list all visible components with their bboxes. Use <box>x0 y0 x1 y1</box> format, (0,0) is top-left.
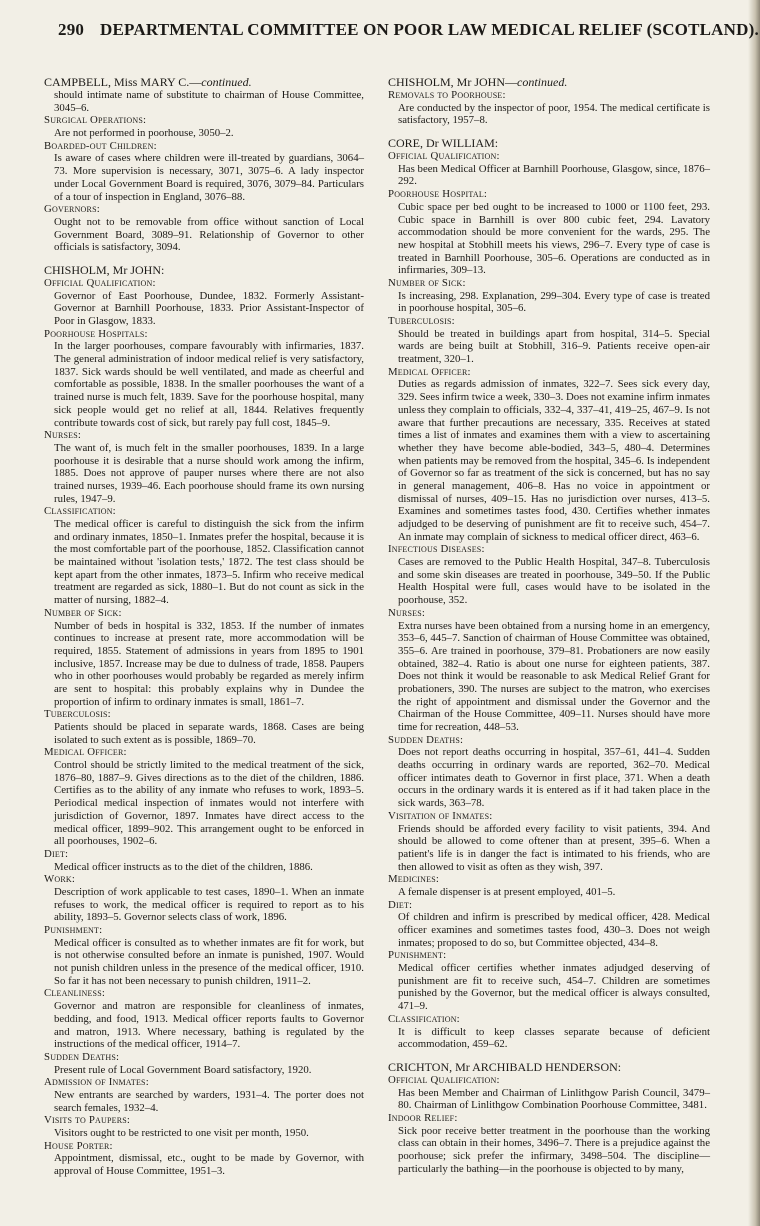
subentry-text: Cases are removed to the Public Health Hospital, 347–8. Tuberculosis and some skin diseases are treated in poorhouse, 349–50. If the Public Health Hospital were full, cases would have to be isolated in the poorhouse, 352. <box>398 556 710 607</box>
subentry-text: Appointment, dismissal, etc., ought to be made by Governor, with approval of House Committee, 1951–3. <box>54 1152 364 1178</box>
subentry-text: In the larger poorhouses, compare favourably with infirmaries, 1837. The general administration of indoor medical relief is very satisfactory, 1837. Sick wards should be well ventilated, and made as cheerful and comfortable as possible, 1838. In the smaller poorhouses the want of a trained nurse is much felt, 1839. Save for the poorhouse hospital, many sick people would get no relief at all, 1844. Relatives frequently contribute towards cost of sick, but rarely pay full cost, 1845–9. <box>54 340 364 429</box>
subentry-text: Medical officer is consulted as to whether inmates are fit for work, but is not otherwise consulted before an inmate is punished, 1907. Would not punish children unless in the presence of the medical officer, 1910. So far it has not been necessary to punish children, 1911–2. <box>54 936 364 987</box>
subentry <box>388 899 710 950</box>
subentry <box>44 924 364 987</box>
subentry-label: Medical Officer: <box>44 746 127 759</box>
subentry-label: Sudden Deaths: <box>44 1050 120 1063</box>
subentry-label: Number of Sick: <box>388 276 466 289</box>
subentry-label: Punishment: <box>44 924 103 936</box>
subentry-text: A female dispenser is at present employed, 401–5. <box>398 885 616 898</box>
subentry-label: House Porter: <box>44 1139 113 1152</box>
page-header <box>58 20 759 40</box>
subentry-text: It is difficult to keep classes separate because of deficient accommodation, 459–62. <box>398 1025 710 1051</box>
subentry-label: Official Qualification: <box>44 276 156 289</box>
entry-heading <box>388 75 710 89</box>
subentry <box>44 328 364 430</box>
subentry-text: Duties as regards admission of inmates, 322–7. Sees sick every day, 329. Sees infirm twice a week, 330–3. Does not examine infirm inmates unless they complain to officials, 332–4, 337–41, 419–25, 467–9. Is not aware that further precautions are necessary, 335. Receives at stated times a list of inmates and examines them with a view to ascertaining whether they have become able-bodied, 343–5, 480–4. Determines when patients may be removed from the hospital, 345–6. Is independent of Governor so far as treatment of the sick is concerned, but has no say in general management, 406–8. Has no voice in appointment or dismissal of nurses, 409–15. Has no jurisdiction over nurses, 413–5. Examines and sometimes tastes food, 430. Certifies whether inmates adjudged to be deserving of punishment are fit to receive such, 454–7. An inmate may complain of sickness to medical officer direct, 463–6. <box>398 378 710 543</box>
subentry-text: Has been Medical Officer at Barnhill Poorhouse, Glasgow, since, 1876–292. <box>398 162 710 188</box>
subentry <box>44 1076 364 1114</box>
subentry-text: Sick poor receive better treatment in the poorhouse than the working class can obtain in their homes, 3496–7. There is a prejudice against the poorhouse; sick prefer the infirmary, 3498–504. The discipline—particularly the bathing—in the poorhouse is objected to by many, <box>398 1124 710 1175</box>
subentry <box>388 1112 710 1175</box>
subentry-label: Tuberculosis: <box>44 708 111 721</box>
subentry <box>44 140 364 203</box>
subentry-text: Should be treated in buildings apart from hospital, 314–5. Special wards are being built at Stobhill, 316–9. Patients receive open-air treatment, 320–1. <box>398 327 710 366</box>
index-entry <box>388 1060 710 1176</box>
continued-note: continued. <box>517 75 568 89</box>
subentry-text: Governor and matron are responsible for cleanliness of inmates, bedding, and food, 1913. Medical officer reports faults to Governor and matron, 1913. Where necessary, bathing is regulated by the instructions of the medical officer, 1914–7. <box>54 1000 364 1051</box>
subentry <box>44 848 364 873</box>
subentry-text: Control should be strictly limited to the medical treatment of the sick, 1876–80, 1887–9. Gives directions as to the diet of the children, 1886. Certifies as to the ability of any inmate who refuses to work, 1893–5. Periodical medical inspection of inmates would not interfere with jurisdiction of Governor, 1897. Inmates have direct access to the medical officer, 1899–902. This arrangement ought to be enforced in all poorhouses, 1902–6. <box>54 759 364 848</box>
entry-heading <box>44 75 364 89</box>
continued-note: continued. <box>201 75 252 89</box>
subentry-text: Are conducted by the inspector of poor, 1954. The medical certificate is satisfactory, 1957–8. <box>398 101 710 127</box>
subentry-label: Boarded-out Children: <box>44 139 157 152</box>
subentry-text: Of children and infirm is prescribed by medical officer, 428. Medical officer examines and sometimes tastes food, 430–3. Does not weigh inmates; proposed to do so, but Committee objected, 434–8. <box>398 911 710 949</box>
subentry <box>44 1114 364 1139</box>
subentry-label: Official Qualification: <box>388 1073 500 1086</box>
subentry-label: Surgical Operations: <box>44 114 147 127</box>
subentry-text: Has been Member and Chairman of Linlithgow Parish Council, 3479–80. Chairman of Linlithgow Combination Poorhouse Committee, 3481. <box>398 1086 710 1112</box>
subentry <box>388 89 710 127</box>
left-column <box>44 75 364 1178</box>
subentry-label: Visits to Paupers: <box>44 1114 131 1127</box>
subentry-label: Tuberculosis: <box>388 315 455 327</box>
subentry-label: Diet: <box>388 898 413 911</box>
subentry-label: Infectious Diseases: <box>388 543 485 556</box>
subentry-label: Official Qualification: <box>388 150 500 163</box>
page-title: DEPARTMENTAL COMMITTEE ON POOR LAW MEDICAL RELIEF (SCOTLAND). <box>100 20 759 39</box>
subentry-label: Medicines: <box>388 873 440 886</box>
subentry-label: Poorhouse Hospital: <box>388 188 488 201</box>
subentry-label: Classification: <box>388 1012 460 1025</box>
subentry <box>44 987 364 1050</box>
subentry <box>388 949 710 1012</box>
entry-name: CORE, Dr WILLIAM: <box>388 136 499 151</box>
subentry <box>388 315 710 366</box>
subentry <box>388 543 710 606</box>
subentry-label: Indoor Relief: <box>388 1111 458 1124</box>
subentry <box>388 1013 710 1051</box>
subentry-text: Are not performed in poorhouse, 3050–2. <box>54 127 234 140</box>
subentry-label: Poorhouse Hospitals: <box>44 327 148 340</box>
entry-heading <box>44 263 364 277</box>
subentry-label: Cleanliness: <box>44 987 106 1000</box>
subentry <box>44 1051 364 1076</box>
subentry-text: Does not report deaths occurring in hospital, 357–61, 441–4. Sudden deaths occurring in ordinary wards are reported, 362–70. Medical officer intimates death to Governor in first place, 371. When a death occurs in the ordinary wards it is entered as if it had taken place in the sick wards, 363–78. <box>398 746 710 810</box>
subentry <box>388 607 710 734</box>
subentry-text: New entrants are searched by warders, 1931–4. The porter does not search females, 1932–4. <box>54 1088 364 1114</box>
subentry-label: Nurses: <box>44 429 82 442</box>
subentry-text: Description of work applicable to test cases, 1890–1. When an inmate refuses to work, the medical officer is required to report as to his ability, 1893–5. Governor selects class of work, 1896. <box>54 885 364 924</box>
subentry-label: Admission of Inmates: <box>44 1076 149 1089</box>
subentry <box>388 188 710 277</box>
subentry-label: Removals to Poorhouse: <box>388 89 506 101</box>
entry-heading <box>388 136 710 150</box>
subentry-text: Is increasing, 298. Explanation, 299–304. Every type of case is treated in poorhouse hospital, 305–6. <box>398 289 710 315</box>
subentry-text: Cubic space per bed ought to be increased to 1000 or 1100 feet, 293. Cubic space in Barnhill is over 800 cubic feet, 294. Lavatory accommodation should be more convenient for the wards, 295. The new hospital at Stobhill meets his views, 296–7. Every type of case is treated in Barnhill Poorhouse, 305–6. Operations are conducted as in infirmaries, 309–13. <box>398 200 710 277</box>
subentry-text: The want of, is much felt in the smaller poorhouses, 1839. In a large poorhouse it is desirable that a nurse should work among the infirm, 1885. Does not approve of pauper nurses where there are not also trained nurses, 1939–46. Each poorhouse should frame its own nursing rules, 1947–9. <box>54 441 364 505</box>
subentry <box>44 277 364 328</box>
subentry <box>44 505 364 607</box>
subentry <box>44 429 364 505</box>
subentry-label: Punishment: <box>388 949 447 962</box>
subentry-label: Number of Sick: <box>44 606 122 619</box>
subentry-text: Governor of East Poorhouse, Dundee, 1832. Formerly Assistant-Governor at Barnhill Poorhouse, 1833. Prior Assistant-Inspector of Poor in Glasgow, 1833. <box>54 289 364 327</box>
subentry-text: Number of beds in hospital is 332, 1853. If the number of inmates continues to increase at present rate, more accommodation will be required, 1855. Statement of admissions in years from 1895 to 1901 inclusive, 1857. Increase may be due to dulness of trade, 1858. Paupers who in other poorhouses would probably be regarded as merely infirm are sent to hospital: this probably explains why in Dundee the proportion of infirm to ordinary inmates is small, 1861–7. <box>54 619 364 708</box>
page-number: 290 <box>58 20 85 39</box>
subentry <box>388 150 710 188</box>
entry-name: CHISHOLM, Mr JOHN— <box>388 75 518 89</box>
subentry-label: Visitation of Inmates: <box>388 809 493 822</box>
subentry <box>388 277 710 315</box>
subentry-text: Medical officer certifies whether inmates adjudged deserving of punishment are fit to receive such, 454–7. Children are sometimes punished by the Governor, but the medical officer is always consulted, 471–9. <box>398 962 710 1013</box>
entry-name: CHISHOLM, Mr JOHN: <box>44 262 165 277</box>
subentry <box>44 203 364 254</box>
index-entry <box>388 75 710 127</box>
subentry <box>44 708 364 746</box>
book-spine-shadow <box>748 0 760 1226</box>
subentry <box>44 114 364 139</box>
subentry <box>388 1074 710 1112</box>
subentry <box>388 873 710 898</box>
subentry <box>388 366 710 544</box>
subentry <box>44 1140 364 1178</box>
subentry <box>388 810 710 873</box>
subentry-label: Nurses: <box>388 606 426 619</box>
entry-name: CRICHTON, Mr ARCHIBALD HENDERSON: <box>388 1059 622 1074</box>
subentry-label: Work: <box>44 873 76 886</box>
subentry <box>44 607 364 709</box>
subentry-label: Diet: <box>44 847 69 860</box>
subentry <box>388 734 710 810</box>
subentry-label: Medical Officer: <box>388 365 471 378</box>
subentry-text: Medical officer instructs as to the diet of the children, 1886. <box>54 860 313 873</box>
subentry-text: Friends should be afforded every facility to visit patients, 394. And should be allowed to come oftener than at present, 395–6. When a patient's life is in danger the fact is intimated to his friends, who are then allowed to visit as often as they wish, 397. <box>398 822 710 873</box>
index-entry <box>388 136 710 1051</box>
subentry-text: Ought not to be removable from office without sanction of Local Government Board, 3089–91. Relationship of Governor to other officials is satisfactory, 3094. <box>54 215 364 254</box>
index-entry <box>44 75 364 254</box>
subentry <box>44 873 364 924</box>
subentry-text: Patients should be placed in separate wards, 1868. Cases are being isolated to such extent as is possible, 1869–70. <box>54 721 364 746</box>
entry-lead-text: should intimate name of substitute to chairman of House Committee, 3045–6. <box>54 89 364 114</box>
entry-name: CAMPBELL, Miss MARY C.— <box>44 75 202 89</box>
entry-heading <box>388 1060 710 1074</box>
index-entry <box>44 263 364 1178</box>
right-column <box>388 75 710 1175</box>
subentry-text: Present rule of Local Government Board satisfactory, 1920. <box>54 1063 312 1076</box>
subentry-text: Is aware of cases where children were ill-treated by guardians, 3064–73. More supervision is necessary, 3071, 3075–6. A lady inspector under Local Government Board is required, 3076, 3079–84. Particulars of a tour of inspection in England, 3076–88. <box>54 152 364 203</box>
subentry-label: Governors: <box>44 203 100 216</box>
subentry-text: The medical officer is careful to distinguish the sick from the infirm and ordinary inmates, 1850–1. Inmates prefer the hospital, because it is the most comfortable part of the poorhouse, 1852. Classification cannot be maintained without 'isolation tests,' 1872. The test class should be kept apart from the other inmates, 1873–5. Infirm who receive medical treatment are regarded as sick, 1880–1. But do not count as sick in the matter of nursing, 1882–4. <box>54 518 364 607</box>
subentry-label: Classification: <box>44 505 116 518</box>
subentry-label: Sudden Deaths: <box>388 733 464 746</box>
subentry-text: Extra nurses have been obtained from a nursing home in an emergency, 353–6, 445–7. Sanction of chairman of House Committee was obtained, 355–6. Are trained in poorhouse, 379–81. Probationers are now easily obtained, 382–4. Ratio is about one nurse for eighteen patients, 387. Does not think it would be reasonable to ask Medical Relief Grant for probationers, 390. The nurses are subject to the matron, who exercises the right of appointment and dismissal under the Governor and the Chairman of the House Committee, 409–11. Nurses should have more time for recreation, 448–53. <box>398 619 710 733</box>
subentry-text: Visitors ought to be restricted to one visit per month, 1950. <box>54 1127 309 1139</box>
subentry <box>44 746 364 848</box>
